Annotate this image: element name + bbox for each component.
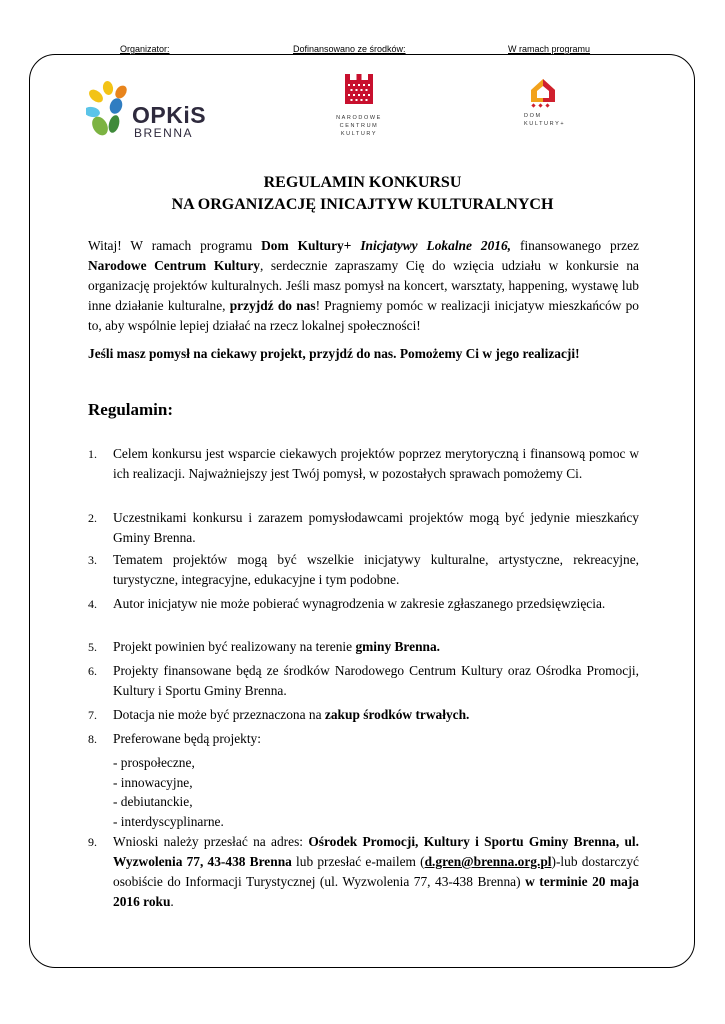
rule-item-7 [88, 705, 639, 725]
rule-9-deadline: w terminie 20 maja 2016 roku [113, 874, 639, 909]
intro-callout [88, 344, 639, 364]
rule-text: Projekty finansowane będą ze środków Narodowego Centrum Kultury oraz Ośrodka Promocji, Kultury i Sportu Gminy Brenna. [113, 663, 639, 698]
rule-number: 2. [88, 511, 97, 525]
rule-item-4 [88, 594, 639, 634]
nck-caption [333, 114, 385, 138]
intro-program-edition: Inicjatywy Lokalne 2016, [360, 238, 512, 253]
list-item: - prospołeczne, [113, 755, 195, 770]
opkis-sub: BRENNA [134, 126, 194, 140]
rule-text: Tematem projektów mogą być wszelkie inicjatywy kulturalne, artystyczne, rekreacyjne, turystyczne, integracyjne, edukacyjne i tym podobne. [113, 552, 639, 587]
nck-caption-line2: CENTRUM [339, 123, 379, 129]
rule-text [113, 705, 639, 725]
opkis-flower-icon [86, 80, 131, 138]
intro-text-e: finansowanego przez [511, 238, 639, 253]
preferred-projects-list [113, 753, 224, 831]
rule-text [113, 637, 639, 657]
nck-emblem-icon [345, 74, 373, 104]
nck-caption-line3: KULTURY [340, 131, 378, 137]
rules-heading: Regulamin: [88, 400, 173, 419]
nck-caption-line1: NARODOWE [336, 115, 382, 121]
dk-caption-line2: KULTURY+ [524, 121, 566, 127]
organizer-label: Organizator: [120, 44, 170, 54]
rule-text-b: zakup środków trwałych. [324, 707, 470, 722]
list-item: - interdyscyplinarne. [113, 813, 224, 829]
intro-text-i: ! Pragniemy pomóc w realizacji inicjatyw mieszkańców po to, aby wspólnie lepiej działać na rzecz lokalnej społeczności! [88, 298, 639, 333]
intro-program-name: Dom Kultury+ [261, 238, 352, 253]
intro-space [351, 238, 360, 253]
rule-text [113, 832, 639, 912]
rule-item-8 [88, 729, 639, 749]
rule-9-text-a: Wnioski należy przesłać na adres: [113, 834, 309, 849]
document-title [0, 172, 725, 216]
dom-kultury-logo [524, 76, 574, 136]
rule-text: Celem konkursu jest wsparcie ciekawych projektów poprzez merytoryczną i finansową pomoc w ich realizacji. Najważniejszy jest Twój pomysł, w pozostałych sprawach pomożemy Ci. [113, 446, 639, 481]
rule-9-text-c: lub przesłać e-mailem ( [291, 854, 425, 869]
intro-text-a: Witaj! W ramach programu [88, 238, 262, 253]
rule-item-3 [88, 550, 639, 590]
rule-text: Preferowane będą projekty: [113, 731, 261, 746]
rule-9-address: Ośrodek Promocji, Kultury i Sportu Gminy Brenna, ul. Wyzwolenia 77, 43-438 Brenna [113, 834, 639, 869]
intro-text-g: , serdecznie zapraszamy Cię do wzięcia udziału w konkursie na organizację projektów kulturalnych. Jeśli masz pomysł na koncert, warsztaty, happening, wystawę lub inne działanie kulturalne, [88, 258, 639, 313]
title-line2: NA ORGANIZACJĘ INICAJTYW KULTURALNYCH [171, 196, 554, 213]
title-line1: REGULAMIN KONKURSU [263, 174, 462, 191]
rule-text-a: Dotacja nie może być przeznaczona na [113, 707, 325, 722]
opkis-name: OPKiS [132, 102, 207, 128]
rule-number: 7. [88, 708, 97, 722]
rule-item-9 [88, 832, 639, 912]
rule-number: 1. [88, 447, 97, 461]
rule-number: 5. [88, 640, 97, 654]
rule-number: 8. [88, 732, 97, 746]
intro-callout-text: Jeśli masz pomysł na ciekawy projekt, przyjdź do nas. Pomożemy Ci w jego realizacji! [88, 346, 580, 361]
list-item: - debiutanckie, [113, 794, 193, 809]
rule-text: Autor inicjatyw nie może pobierać wynagrodzenia w zakresie zgłaszanego przedsięwzięcia. [113, 596, 606, 611]
opkis-logo [86, 80, 216, 140]
nck-logo [333, 74, 385, 140]
dk-caption [524, 112, 574, 128]
rule-text: Uczestnikami konkursu i zarazem pomysłodawcami projektów mogą być jedynie mieszkańcy Gminy Brenna. [113, 510, 639, 545]
dk-caption-line1: DOM [524, 113, 542, 119]
intro-paragraph [88, 236, 639, 336]
email-link[interactable]: d.gren@brenna.org.pl [424, 854, 552, 869]
intro-nck: Narodowe Centrum Kultury [88, 258, 260, 273]
rule-item-6 [88, 661, 639, 701]
intro-come-to-us: przyjdź do nas [229, 298, 316, 313]
rule-number: 3. [88, 553, 97, 567]
list-item: - innowacyjne, [113, 774, 193, 790]
rule-text-b: gminy Brenna. [355, 639, 441, 654]
rule-item-1 [88, 444, 639, 504]
rule-item-2 [88, 508, 639, 548]
rule-text-a: Projekt powinien być realizowany na terenie [113, 639, 356, 654]
program-label: W ramach programu [508, 44, 591, 54]
rule-number: 9. [88, 835, 97, 849]
rule-item-5 [88, 637, 639, 657]
house-icon [528, 76, 558, 108]
rule-9-text-d: )-lub dostarczyć osobiście do Informacji Turystycznej (ul. Wyzwolenia 77, 43-438 Brenna) [113, 854, 639, 889]
rule-number: 4. [88, 597, 97, 611]
funding-label: Dofinansowano ze środków: [293, 44, 406, 54]
rule-9-text-f: . [170, 894, 174, 909]
rule-number: 6. [88, 664, 97, 678]
